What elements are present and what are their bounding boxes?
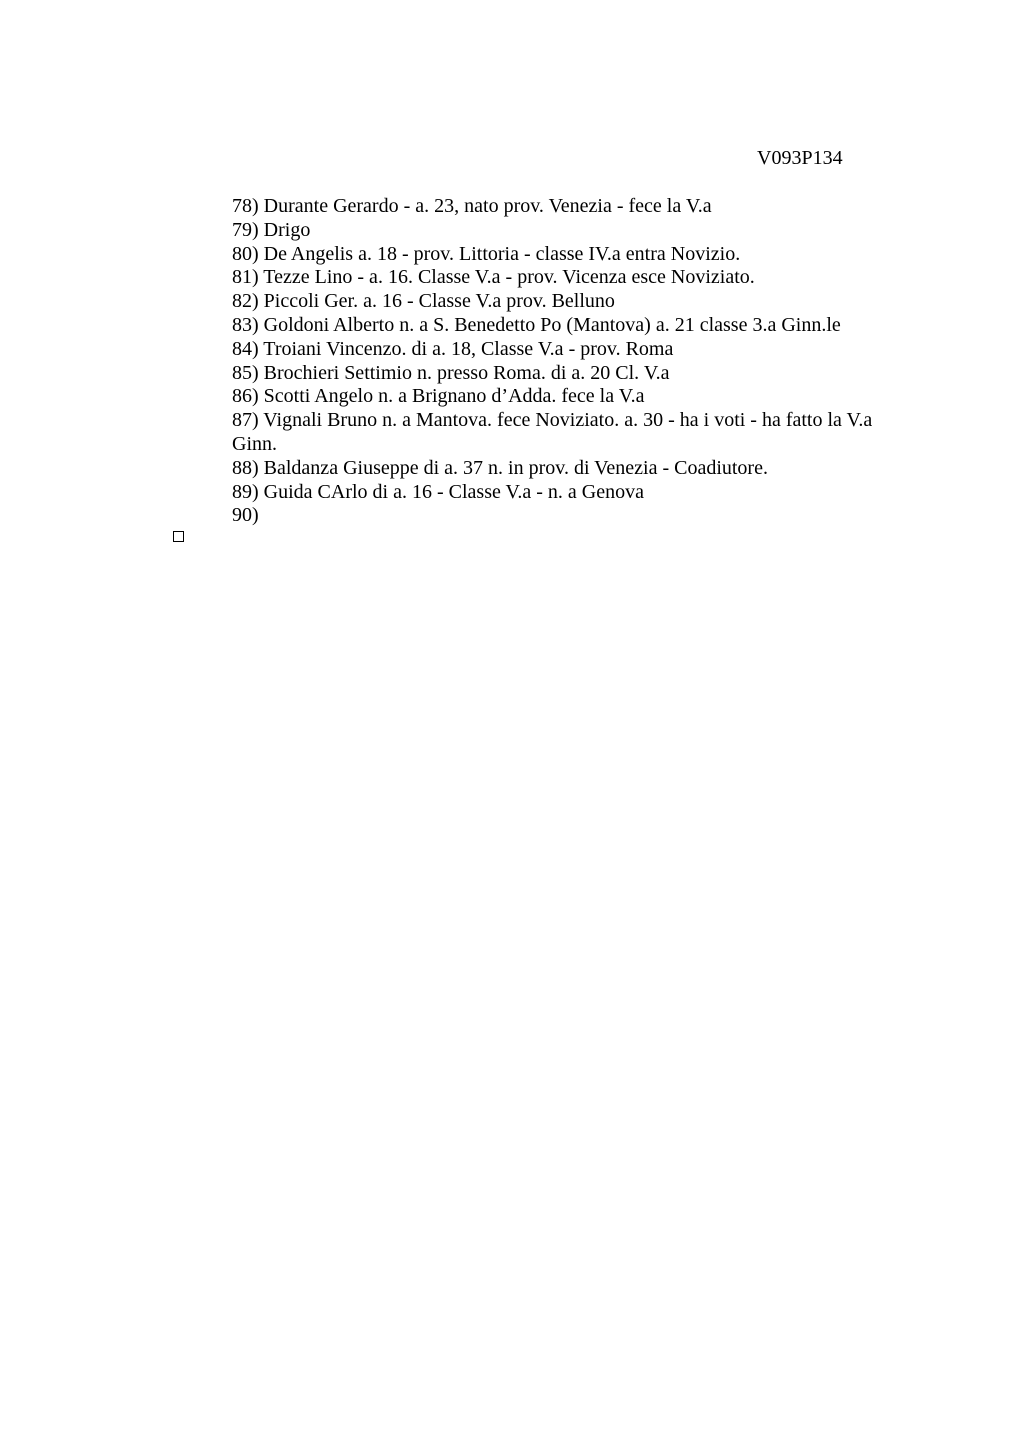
- list-item: 81) Tezze Lino - a. 16. Classe V.a - prov. Vicenza esce Noviziato.: [232, 266, 755, 289]
- list-item: 90): [232, 504, 259, 527]
- list-item: 78) Durante Gerardo - a. 23, nato prov. Venezia - fece la V.a: [232, 195, 712, 217]
- list-item: 80) De Angelis a. 18 - prov. Littoria - classe IV.a entra Novizio.: [232, 242, 741, 265]
- list-item: 87) Vignali Bruno n. a Mantova. fece Noviziato. a. 30 - ha i voti - ha fatto la V.a Ginn.: [232, 409, 873, 455]
- list-item: 85) Brochieri Settimio n. presso Roma. di a. 20 Cl. V.a: [232, 361, 670, 384]
- list-item: 84) Troiani Vincenzo. di a. 18, Classe V.a - prov. Roma: [232, 337, 674, 360]
- square-marker-icon: [173, 531, 184, 542]
- list-item: 88) Baldanza Giuseppe di a. 37 n. in prov. di Venezia - Coadiutore.: [232, 456, 768, 479]
- list-item: 82) Piccoli Ger. a. 16 - Classe V.a prov. Belluno: [232, 290, 615, 313]
- list-item: 83) Goldoni Alberto n. a S. Benedetto Po (Mantova) a. 21 classe 3.a Ginn.le: [232, 313, 841, 336]
- list-item: 86) Scotti Angelo n. a Brignano d’Adda. fece la V.a: [232, 385, 645, 408]
- page-code: V093P134: [757, 147, 843, 169]
- list-item: 79) Drigo: [232, 218, 311, 241]
- list-item: 89) Guida CArlo di a. 16 - Classe V.a - n. a Genova: [232, 480, 644, 503]
- entry-list: [232, 195, 912, 528]
